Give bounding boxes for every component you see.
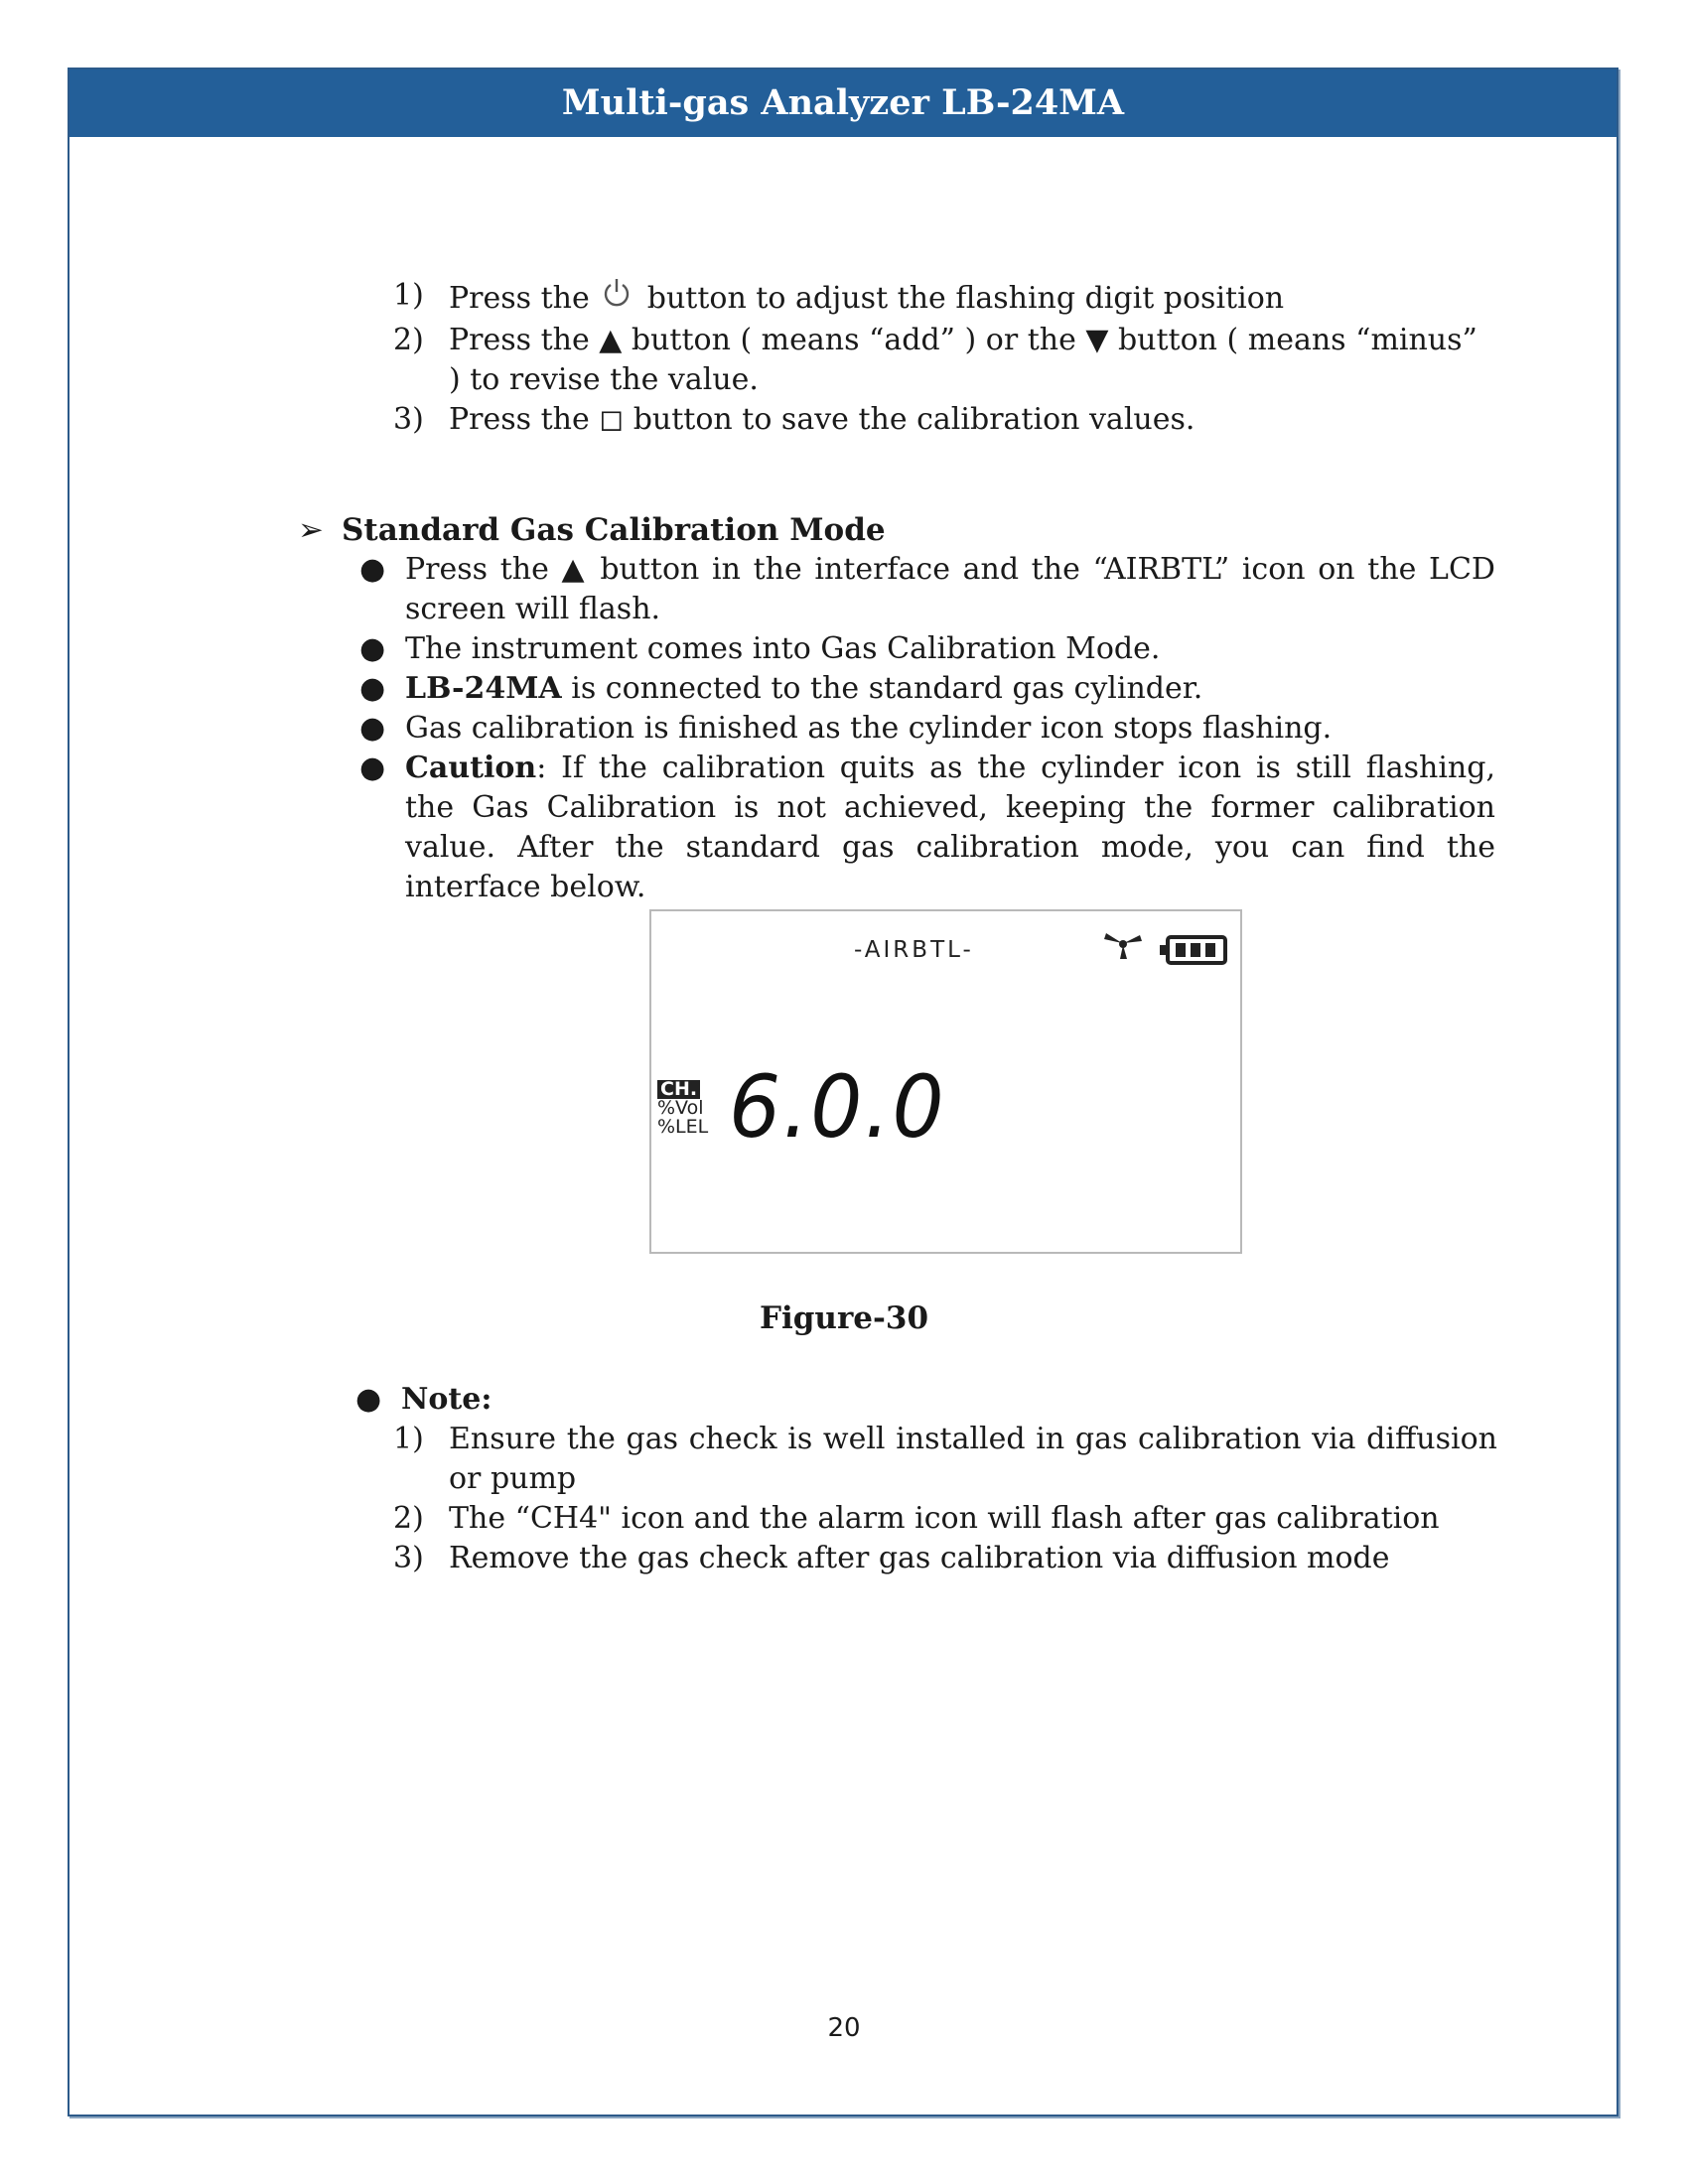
- calibration-bullets: [353, 550, 1495, 907]
- bullet-text: Gas calibration is finished as the cylinder icon stops flashing.: [405, 711, 1333, 746]
- bullet-dot-icon: ●: [359, 751, 386, 785]
- list-item: [393, 321, 1495, 400]
- document-header: [70, 69, 1617, 137]
- lel-label: %LEL: [657, 1116, 709, 1138]
- bullet-dot-icon: ●: [359, 552, 386, 587]
- figure-caption: Figure-30: [759, 1300, 929, 1336]
- step-text: Press the ▲ button ( means “add” ) or the ▼ button ( means “minus” ) to revise the value.: [449, 323, 1477, 397]
- step-number: 2): [393, 1501, 424, 1536]
- arrow-bullet-icon: ➢: [298, 512, 324, 548]
- note-title: Note:: [401, 1382, 492, 1417]
- step-text: Remove the gas check after gas calibration via diffusion mode: [449, 1541, 1390, 1575]
- bullet-dot-icon: ●: [359, 711, 386, 746]
- list-item: [353, 550, 1495, 629]
- step-text: The “CH4" icon and the alarm icon will flash after gas calibration: [449, 1501, 1440, 1536]
- list-item: [353, 709, 1495, 749]
- section-heading: [298, 510, 886, 550]
- bullet-bold-text: Caution: [405, 751, 537, 785]
- step-text: Press the ◻ button to save the calibration values.: [449, 402, 1196, 437]
- bullet-dot-icon: ●: [355, 1382, 382, 1417]
- power-icon: [600, 276, 633, 321]
- airbtl-label: -AIRBTL-: [854, 937, 974, 963]
- bullet-text: : If the calibration quits as the cylinder icon is still flashing, the Gas Calibration is not achieved, keeping the former calibration value. After the standard gas calibration mode, you can find the interface below.: [405, 751, 1495, 904]
- bullet-bold-text: LB-24MA: [405, 671, 562, 706]
- list-item: [393, 1499, 1497, 1539]
- bullet-text: Press the ▲ button in the interface and the “AIRBTL” icon on the LCD screen will flash.: [405, 552, 1495, 626]
- lcd-screen-figure: [649, 909, 1242, 1254]
- lcd-reading: 6.0.0: [729, 1058, 946, 1158]
- step-text: Press the: [449, 281, 590, 316]
- bullet-text: The instrument comes into Gas Calibration Mode.: [405, 631, 1161, 666]
- adjust-steps-list: [393, 276, 1495, 440]
- step-number: 2): [393, 323, 424, 357]
- note-section: [350, 1380, 1497, 1578]
- list-item: [353, 669, 1495, 709]
- list-item: [353, 629, 1495, 669]
- bullet-text: is connected to the standard gas cylinder.: [561, 671, 1203, 706]
- vol-label: %Vol: [657, 1097, 704, 1119]
- step-text: Ensure the gas check is well installed in gas calibration via diffusion or pump: [449, 1422, 1497, 1496]
- battery-icon: [1160, 935, 1227, 969]
- step-text: button to adjust the flashing digit position: [646, 281, 1285, 316]
- ch-label: CH.: [657, 1080, 700, 1099]
- bullet-dot-icon: ●: [359, 671, 386, 706]
- list-item: [393, 1420, 1497, 1499]
- step-number: 3): [393, 402, 424, 437]
- page-number: 20: [827, 2013, 861, 2043]
- list-item: [393, 400, 1495, 440]
- step-number: 1): [393, 1422, 424, 1456]
- list-item: [393, 276, 1495, 321]
- lcd-unit-labels: [657, 1080, 708, 1137]
- step-number: 3): [393, 1541, 424, 1575]
- step-number: 1): [393, 278, 424, 313]
- list-item: [353, 749, 1495, 907]
- header-title: Multi-gas Analyzer LB-24MA: [561, 82, 1125, 123]
- note-heading: [350, 1380, 1497, 1420]
- section-title: Standard Gas Calibration Mode: [342, 512, 886, 548]
- bullet-dot-icon: ●: [359, 631, 386, 666]
- fan-icon: [1100, 929, 1146, 967]
- list-item: [393, 1539, 1497, 1578]
